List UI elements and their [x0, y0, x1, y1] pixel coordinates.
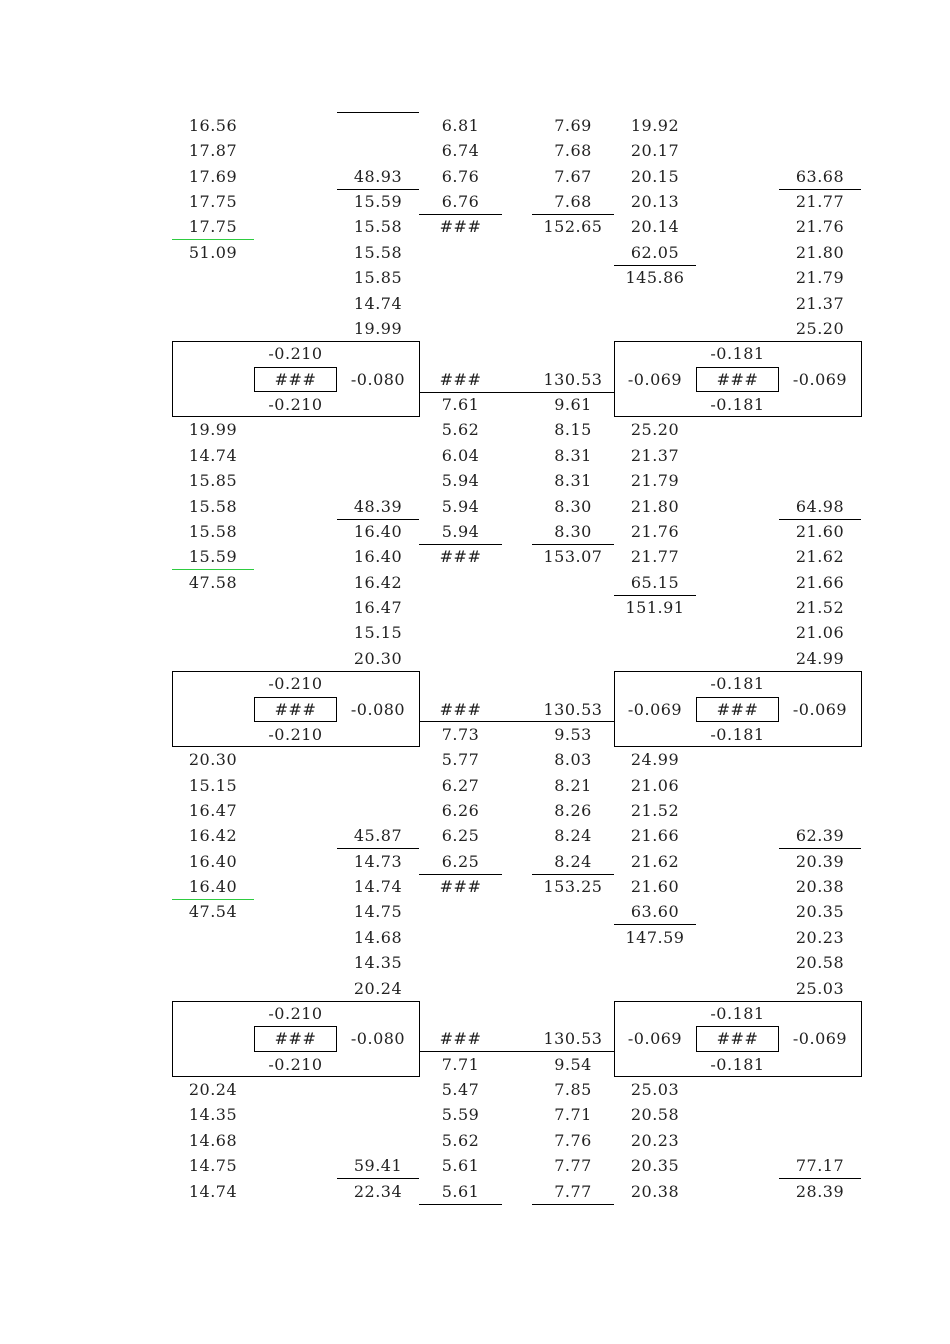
value-cell[interactable]: 6.76: [419, 189, 502, 215]
value-cell[interactable]: 21.77: [795, 192, 845, 212]
value-cell[interactable]: 15.58: [188, 496, 238, 516]
value-cell[interactable]: 21.79: [795, 268, 845, 288]
value-cell[interactable]: 15.15: [188, 775, 238, 795]
value-cell[interactable]: 7.76: [554, 1130, 592, 1150]
value-cell[interactable]: 153.25: [543, 877, 603, 897]
value-cell[interactable]: 24.99: [795, 648, 845, 668]
value-cell[interactable]: 17.75: [172, 214, 254, 240]
value-cell[interactable]: 20.35: [795, 902, 845, 922]
value-cell[interactable]: 5.94: [441, 496, 480, 516]
node-value[interactable]: 7.61: [441, 395, 480, 415]
value-cell[interactable]: 21.79: [630, 471, 680, 491]
value-cell[interactable]: 8.21: [554, 775, 592, 795]
value-cell[interactable]: 20.13: [630, 192, 680, 212]
value-cell[interactable]: 25.03: [795, 978, 845, 998]
value-cell[interactable]: 16.42: [353, 572, 403, 592]
node-value[interactable]: 9.53: [554, 724, 592, 744]
node-value[interactable]: ###: [274, 1029, 317, 1049]
value-cell[interactable]: 15.58: [188, 521, 238, 541]
value-cell[interactable]: 5.59: [441, 1105, 480, 1125]
value-cell[interactable]: 15.15: [353, 623, 403, 643]
value-cell[interactable]: 51.09: [188, 242, 238, 262]
value-cell[interactable]: 45.87: [337, 823, 419, 849]
value-cell[interactable]: 21.76: [630, 521, 680, 541]
node-value[interactable]: -0.069: [792, 369, 848, 389]
node-value[interactable]: -0.069: [792, 1029, 848, 1049]
node-value[interactable]: -0.181: [710, 1054, 765, 1074]
node-value[interactable]: 130.53: [543, 369, 603, 389]
value-cell[interactable]: 14.68: [188, 1130, 238, 1150]
value-cell[interactable]: 16.40: [353, 521, 403, 541]
value-cell[interactable]: 8.31: [554, 445, 592, 465]
value-cell[interactable]: 20.58: [630, 1105, 680, 1125]
value-cell[interactable]: 59.41: [337, 1153, 419, 1179]
value-cell[interactable]: 62.05: [614, 240, 696, 266]
value-cell[interactable]: 20.14: [630, 217, 680, 237]
value-cell[interactable]: 16.47: [188, 800, 238, 820]
value-cell[interactable]: ###: [439, 217, 482, 237]
node-value[interactable]: -0.210: [268, 395, 323, 415]
value-cell[interactable]: 19.99: [353, 318, 403, 338]
node-value[interactable]: -0.069: [792, 699, 848, 719]
value-cell[interactable]: 47.54: [188, 902, 238, 922]
value-cell[interactable]: 16.42: [188, 826, 238, 846]
value-cell[interactable]: 14.75: [188, 1156, 238, 1176]
value-cell[interactable]: 151.91: [625, 598, 685, 618]
value-cell[interactable]: 7.67: [554, 166, 592, 186]
value-cell[interactable]: 7.68: [554, 141, 592, 161]
value-cell[interactable]: 147.59: [625, 927, 685, 947]
value-cell[interactable]: 21.80: [630, 496, 680, 516]
node-value[interactable]: -0.181: [710, 724, 765, 744]
value-cell[interactable]: 25.03: [630, 1080, 680, 1100]
node-value[interactable]: -0.069: [627, 369, 683, 389]
value-cell[interactable]: 21.60: [795, 521, 845, 541]
value-cell[interactable]: 16.40: [353, 547, 403, 567]
value-cell[interactable]: 25.20: [795, 318, 845, 338]
value-cell[interactable]: 21.80: [795, 242, 845, 262]
value-cell[interactable]: 20.23: [795, 927, 845, 947]
value-cell[interactable]: 5.94: [419, 519, 502, 545]
value-cell[interactable]: 6.76: [441, 166, 480, 186]
node-value[interactable]: ###: [274, 369, 317, 389]
value-cell[interactable]: 15.85: [353, 268, 403, 288]
value-cell[interactable]: 20.38: [630, 1181, 680, 1201]
value-cell[interactable]: 77.17: [779, 1153, 861, 1179]
value-cell[interactable]: 14.68: [353, 927, 403, 947]
value-cell[interactable]: 5.47: [441, 1080, 480, 1100]
value-cell[interactable]: 7.69: [554, 116, 592, 135]
value-cell[interactable]: 152.65: [543, 217, 603, 237]
node-value[interactable]: ###: [274, 699, 317, 719]
value-cell[interactable]: 21.37: [630, 445, 680, 465]
value-cell[interactable]: 8.24: [554, 826, 592, 846]
node-value[interactable]: -0.080: [350, 699, 406, 719]
node-value[interactable]: -0.210: [268, 1003, 323, 1023]
value-cell[interactable]: 6.74: [441, 141, 480, 161]
node-value[interactable]: 7.71: [441, 1054, 480, 1074]
value-cell[interactable]: 7.77: [554, 1156, 592, 1176]
node-value[interactable]: -0.210: [268, 674, 323, 694]
node-value[interactable]: 7.73: [441, 724, 480, 744]
value-cell[interactable]: 21.06: [795, 623, 845, 643]
value-cell[interactable]: 16.40: [188, 851, 238, 871]
value-cell[interactable]: 17.69: [188, 166, 238, 186]
node-value[interactable]: -0.210: [268, 724, 323, 744]
value-cell[interactable]: 14.35: [353, 953, 403, 973]
value-cell[interactable]: 19.99: [188, 420, 238, 440]
value-cell[interactable]: 14.35: [188, 1105, 238, 1125]
value-cell[interactable]: 48.39: [337, 494, 419, 520]
value-cell[interactable]: 21.66: [630, 826, 680, 846]
node-value[interactable]: -0.181: [710, 1003, 765, 1023]
node-value[interactable]: -0.069: [627, 1029, 683, 1049]
node-value[interactable]: ###: [439, 369, 482, 389]
value-cell[interactable]: 8.31: [554, 471, 592, 491]
value-cell[interactable]: 145.86: [625, 268, 685, 288]
value-cell[interactable]: 21.06: [630, 775, 680, 795]
value-cell[interactable]: 20.17: [630, 141, 680, 161]
value-cell[interactable]: 15.58: [353, 217, 403, 237]
value-cell[interactable]: 153.07: [543, 547, 603, 567]
value-cell[interactable]: 20.30: [188, 750, 238, 770]
node-value[interactable]: -0.181: [710, 674, 765, 694]
node-value[interactable]: -0.210: [268, 344, 323, 364]
value-cell[interactable]: 64.98: [779, 494, 861, 520]
value-cell[interactable]: 6.26: [441, 800, 480, 820]
value-cell[interactable]: 5.77: [441, 750, 480, 770]
value-cell[interactable]: 20.30: [353, 648, 403, 668]
node-value[interactable]: 130.53: [543, 1029, 603, 1049]
value-cell[interactable]: 20.24: [188, 1080, 238, 1100]
value-cell[interactable]: 8.24: [532, 849, 614, 875]
value-cell[interactable]: 21.77: [630, 547, 680, 567]
value-cell[interactable]: 6.27: [441, 775, 480, 795]
node-value[interactable]: 9.61: [554, 395, 592, 415]
value-cell[interactable]: 5.62: [441, 1130, 480, 1150]
node-value[interactable]: ###: [716, 1029, 759, 1049]
value-cell[interactable]: 21.37: [795, 293, 845, 313]
value-cell[interactable]: 8.15: [554, 420, 592, 440]
value-cell[interactable]: 28.39: [795, 1181, 845, 1201]
value-cell[interactable]: 21.62: [795, 547, 845, 567]
value-cell[interactable]: 5.61: [419, 1179, 502, 1205]
value-cell[interactable]: 20.23: [630, 1130, 680, 1150]
value-cell[interactable]: 21.52: [795, 598, 845, 618]
value-cell[interactable]: 24.99: [630, 750, 680, 770]
value-cell[interactable]: ###: [439, 877, 482, 897]
value-cell[interactable]: 6.81: [441, 116, 480, 135]
node-value[interactable]: ###: [716, 369, 759, 389]
value-cell[interactable]: ###: [439, 547, 482, 567]
value-cell[interactable]: 8.30: [554, 496, 592, 516]
value-cell[interactable]: 7.85: [554, 1080, 592, 1100]
value-cell[interactable]: 5.94: [441, 471, 480, 491]
value-cell[interactable]: 8.30: [532, 519, 614, 545]
value-cell[interactable]: 14.74: [353, 877, 403, 897]
value-cell[interactable]: 14.74: [188, 1181, 238, 1201]
top-rule: [337, 112, 419, 113]
value-cell[interactable]: 63.60: [614, 899, 696, 925]
value-cell[interactable]: 20.24: [353, 978, 403, 998]
value-cell[interactable]: 19.92: [630, 116, 680, 135]
value-cell[interactable]: 7.68: [532, 189, 614, 215]
value-cell[interactable]: 17.87: [188, 141, 238, 161]
value-cell[interactable]: 25.20: [630, 420, 680, 440]
value-cell[interactable]: 65.15: [614, 570, 696, 596]
value-cell[interactable]: 21.76: [795, 217, 845, 237]
value-cell[interactable]: 22.34: [353, 1181, 403, 1201]
value-cell[interactable]: 16.40: [172, 874, 254, 900]
value-cell[interactable]: 62.39: [779, 823, 861, 849]
value-cell[interactable]: 15.59: [172, 544, 254, 570]
value-cell[interactable]: 5.62: [441, 420, 480, 440]
value-cell[interactable]: 15.59: [353, 192, 403, 212]
value-cell[interactable]: 20.15: [630, 166, 680, 186]
value-cell[interactable]: 8.26: [554, 800, 592, 820]
node-value[interactable]: -0.069: [627, 699, 683, 719]
value-cell[interactable]: 17.75: [188, 192, 238, 212]
node-value[interactable]: ###: [439, 699, 482, 719]
value-cell[interactable]: 21.62: [630, 851, 680, 871]
value-cell[interactable]: 48.93: [337, 164, 419, 190]
value-cell[interactable]: 5.61: [441, 1156, 480, 1176]
value-cell[interactable]: 21.52: [630, 800, 680, 820]
value-cell[interactable]: 6.25: [419, 849, 502, 875]
value-cell[interactable]: 6.25: [441, 826, 480, 846]
value-cell[interactable]: 63.68: [779, 164, 861, 190]
node-value[interactable]: -0.181: [710, 344, 765, 364]
node-value[interactable]: ###: [439, 1029, 482, 1049]
value-cell[interactable]: 16.47: [353, 598, 403, 618]
value-cell[interactable]: 21.66: [795, 572, 845, 592]
value-cell[interactable]: 8.03: [554, 750, 592, 770]
value-cell[interactable]: 16.56: [188, 116, 238, 135]
node-value[interactable]: -0.181: [710, 395, 765, 415]
value-cell[interactable]: 14.73: [353, 851, 403, 871]
value-cell[interactable]: 47.58: [188, 572, 238, 592]
value-cell[interactable]: 20.38: [795, 877, 845, 897]
value-cell[interactable]: 7.77: [532, 1179, 614, 1205]
value-cell[interactable]: 20.35: [630, 1156, 680, 1176]
value-cell[interactable]: 15.58: [353, 242, 403, 262]
node-value[interactable]: 9.54: [554, 1054, 592, 1074]
node-value[interactable]: 130.53: [543, 699, 603, 719]
value-cell[interactable]: 15.85: [188, 471, 238, 491]
value-cell[interactable]: 14.74: [188, 445, 238, 465]
value-cell[interactable]: 6.04: [441, 445, 480, 465]
node-value[interactable]: -0.080: [350, 369, 406, 389]
value-cell[interactable]: 21.60: [630, 877, 680, 897]
value-cell[interactable]: 7.71: [554, 1105, 592, 1125]
value-cell[interactable]: 20.39: [795, 851, 845, 871]
value-cell[interactable]: 20.58: [795, 953, 845, 973]
node-value[interactable]: ###: [716, 699, 759, 719]
node-value[interactable]: -0.080: [350, 1029, 406, 1049]
value-cell[interactable]: 14.75: [353, 902, 403, 922]
node-value[interactable]: -0.210: [268, 1054, 323, 1074]
value-cell[interactable]: 14.74: [353, 293, 403, 313]
